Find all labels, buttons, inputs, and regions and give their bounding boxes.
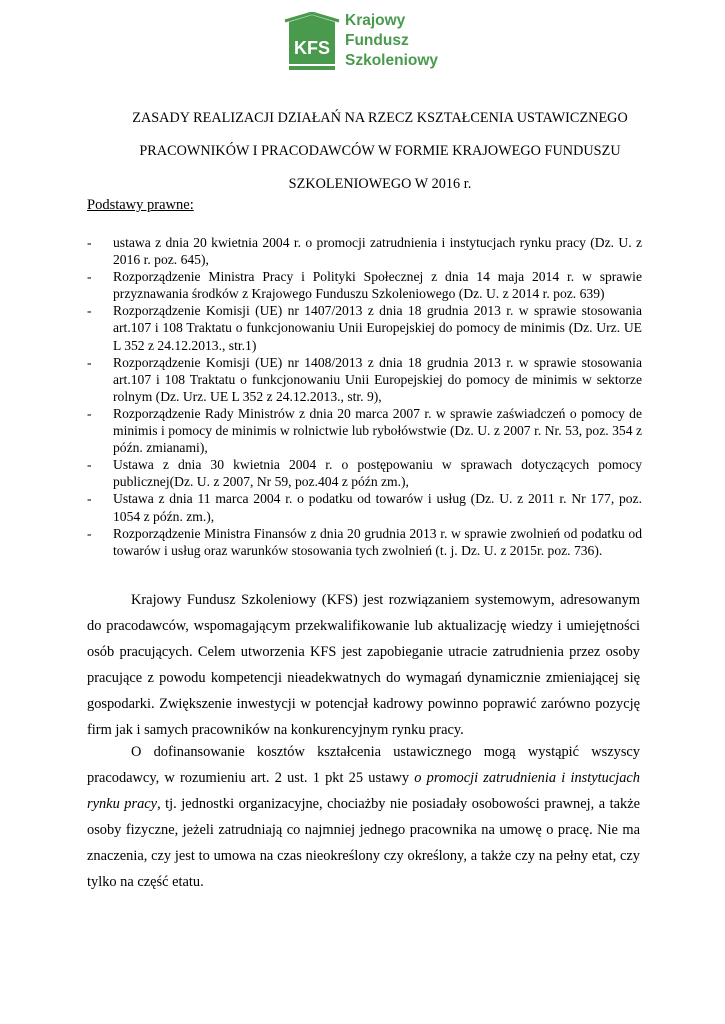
- logo-name-line: Fundusz: [345, 32, 409, 49]
- legal-basis-list: [86, 234, 642, 559]
- paragraph-eligibility-end: , tj. jednostki organizacyjne, chociażby nie posiadały osobowości prawnej, a także osoby fizyczne, jeżeli zatrudniają co najmniej jednego pracownika na umowę o pracę. Nie ma znaczenia, czy jest to umowa na czas nieokreślony czy określony, a także czy na pełny etat, czy tylko na część etatu.: [87, 796, 640, 890]
- legal-basis-item: - Rozporządzenie Rady Ministrów z dnia 20 marca 2007 r. w sprawie zaświadczeń o pomocy de minimis i pomocy de minimis w rolnictwie lub rybołówstwie (Dz. U. z 2007 r. Nr. 53, poz. 354 z późn. zmianami),: [86, 405, 642, 456]
- title-line: ZASADY REALIZACJI DZIAŁAŃ NA RZECZ KSZTAŁCENIA USTAWICZNEGO: [132, 110, 628, 126]
- paragraph-eligibility: [87, 739, 640, 895]
- legal-basis-item: - Rozporządzenie Ministra Pracy i Polityki Społecznej z dnia 14 maja 2014 r. w sprawie przyznawania środków z Krajowego Funduszu Szkoleniowego (Dz. U. z 2014 r. poz. 639): [86, 268, 642, 302]
- legal-basis-item: - Ustawa z dnia 11 marca 2004 r. o podatku od towarów i usług (Dz. U. z 2011 r. Nr 177, poz. 1054 z późn. zm.),: [86, 490, 642, 524]
- logo-name-line: Krajowy: [345, 12, 406, 29]
- paragraph-kfs-description: Krajowy Fundusz Szkoleniowy (KFS) jest rozwiązaniem systemowym, adresowanym do pracodawców, wspomagającym przekwalifikowanie lub aktualizację wiedzy i umiejętności osób pracujących. Celem utworzenia KFS jest zapobieganie utracie zatrudnienia przez osoby pracujące z powodu kompetencji nieadekwatnych do wymagań dynamicznie zmieniającej się gospodarki. Zwiększenie inwestycji w potencjał kadrowy powinno poprawić zarówno pozycję firm jak i samych pracowników na konkurencyjnym rynku pracy.: [87, 592, 640, 738]
- logo-name-line: Szkoleniowy: [345, 52, 439, 69]
- kfs-logo-name: [345, 11, 438, 71]
- legal-basis-item: - Rozporządzenie Komisji (UE) nr 1407/2013 z dnia 18 grudnia 2013 r. w sprawie stosowania art.107 i 108 Traktatu o funkcjonowaniu Unii Europejskiej do pomocy de minimis (Dz. Urz. UE L 352 z 24.12.2013., str.1): [86, 302, 642, 353]
- legal-basis-item: - ustawa z dnia 20 kwietnia 2004 r. o promocji zatrudnienia i instytucjach rynku pracy (Dz. U. z 2016 r. poz. 645),: [86, 234, 642, 268]
- kfs-logo: [283, 12, 443, 74]
- title-line: PRACOWNIKÓW I PRACODAWCÓW W FORMIE KRAJOWEGO FUNDUSZU: [139, 143, 621, 159]
- kfs-logo-badge-icon: [283, 12, 341, 72]
- legal-basis-item: - Rozporządzenie Ministra Finansów z dnia 20 grudnia 2013 r. w sprawie zwolnień od podatku od towarów i usług oraz warunków stosowania tych zwolnień (t. j. Dz. U. z 2015r. poz. 736).: [86, 525, 642, 559]
- paragraph-eligibility-start: O dofinansowanie kosztów kształcenia ustawicznego mogą wystąpić wszyscy pracodawcy, w rozumieniu art. 2 ust. 1 pkt 25 ustawy: [87, 744, 640, 786]
- act-title-italic: o promocji zatrudnienia i instytucjach rynku pracy: [87, 770, 640, 812]
- legal-basis-item: - Ustawa z dnia 30 kwietnia 2004 r. o postępowaniu w sprawach dotyczących pomocy publicznej(Dz. U. z 2007, Nr 59, poz.404 z późn zm.),: [86, 456, 642, 490]
- document-title: [70, 102, 690, 201]
- legal-basis-item: - Rozporządzenie Komisji (UE) nr 1408/2013 z dnia 18 grudnia 2013 r. w sprawie stosowania art.107 i 108 Traktatu o funkcjonowaniu Unii Europejskiej do pomocy de minimis w sektorze rolnym (Dz. Urz. UE L 352 z 24.12.2013., str. 9),: [86, 354, 642, 405]
- title-line: SZKOLENIOWEGO W 2016 r.: [288, 176, 472, 192]
- kfs-logo-abbr: KFS: [294, 38, 330, 58]
- legal-basis-heading: Podstawy prawne:: [87, 197, 194, 213]
